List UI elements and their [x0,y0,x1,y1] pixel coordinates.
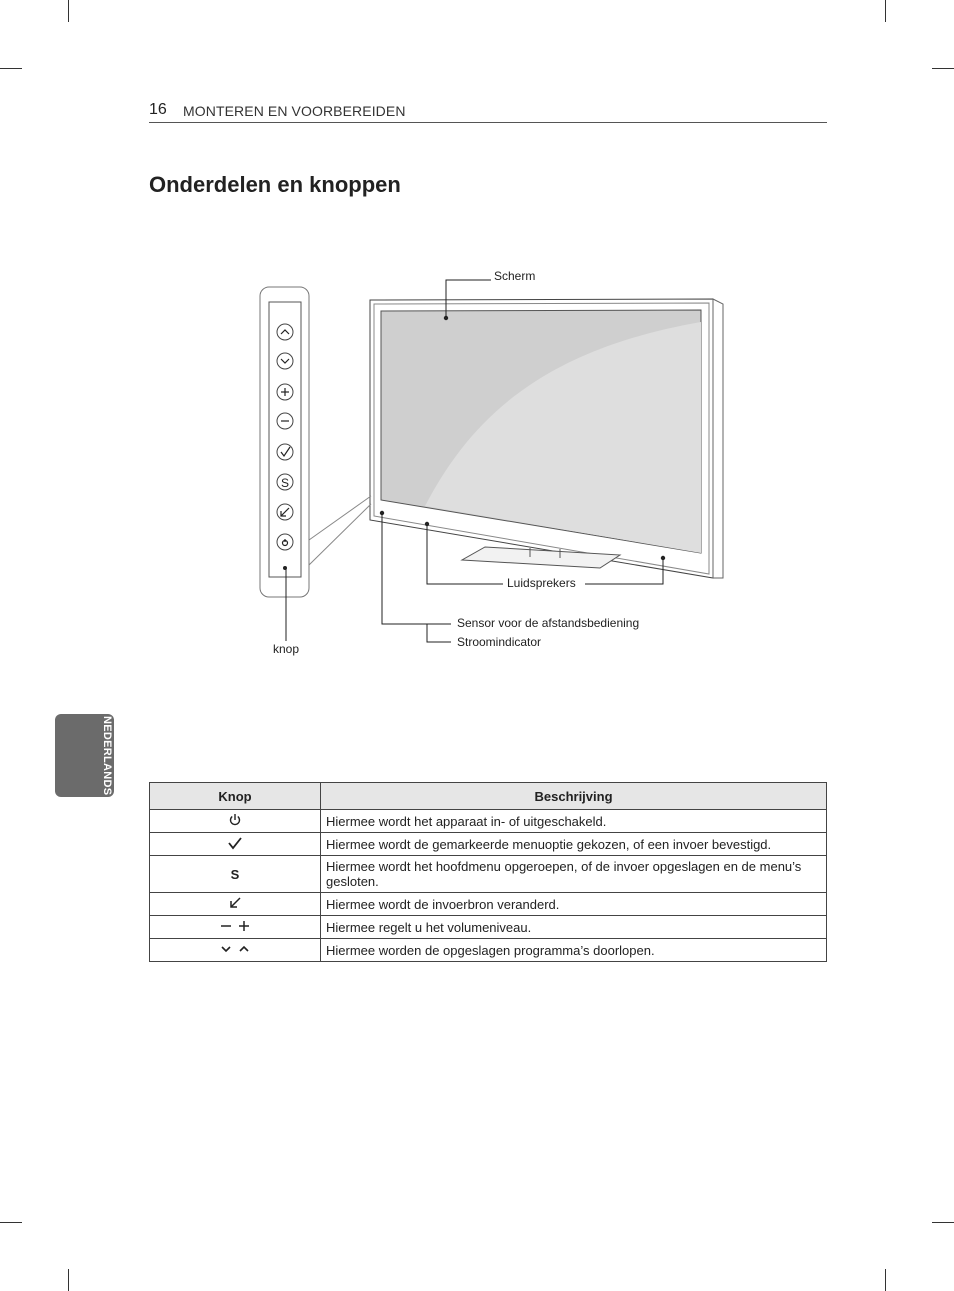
tv-illustration [309,299,723,578]
power-icon [228,813,242,827]
page-title: Onderdelen en knoppen [149,172,401,197]
table-row [150,893,827,916]
button-table [149,782,827,962]
row-description: Hiermee regelt u het volumeniveau. [321,916,827,939]
row-description: Hiermee wordt het hoofdmenu opgeroepen, of de invoer opgeslagen en de menu’s gesloten. [321,856,827,893]
header-description: Beschrijving [321,783,827,810]
key-s: S [150,856,321,893]
crop-mark [0,1222,22,1223]
s-icon: S [280,476,290,490]
crop-mark [932,1222,954,1223]
down-up-icon [219,942,251,956]
label-remote-sensor: Sensor voor de afstandsbediening [457,616,640,630]
row-description: Hiermee wordt de invoerbron veranderd. [321,893,827,916]
section-title: MONTEREN EN VOORBEREIDEN [183,103,406,119]
row-description: Hiermee wordt het apparaat in- of uitgeschakeld. [321,810,827,833]
input-icon [228,896,242,910]
table-row [150,916,827,939]
label-power-indicator: Stroomindicator [457,635,542,649]
label-screen: Scherm [494,269,536,283]
page-number: 16 [149,101,167,118]
label-button: knop [273,642,300,656]
table-row [150,939,827,962]
side-button-panel [260,287,309,597]
language-tab-label: NEDERLANDS [101,716,113,796]
crop-mark [68,1269,69,1291]
check-icon [227,836,243,850]
label-speakers: Luidsprekers [507,576,576,590]
minus-plus-icon [219,919,251,933]
row-description: Hiermee worden de opgeslagen programma’s doorlopen. [321,939,827,962]
header-key: Knop [150,783,321,810]
table-row [150,856,827,893]
table-row [150,810,827,833]
row-description: Hiermee wordt de gemarkeerde menuoptie gekozen, of een invoer bevestigd. [321,833,827,856]
crop-mark [885,1269,886,1291]
table-header-row [150,783,827,810]
table-row [150,833,827,856]
